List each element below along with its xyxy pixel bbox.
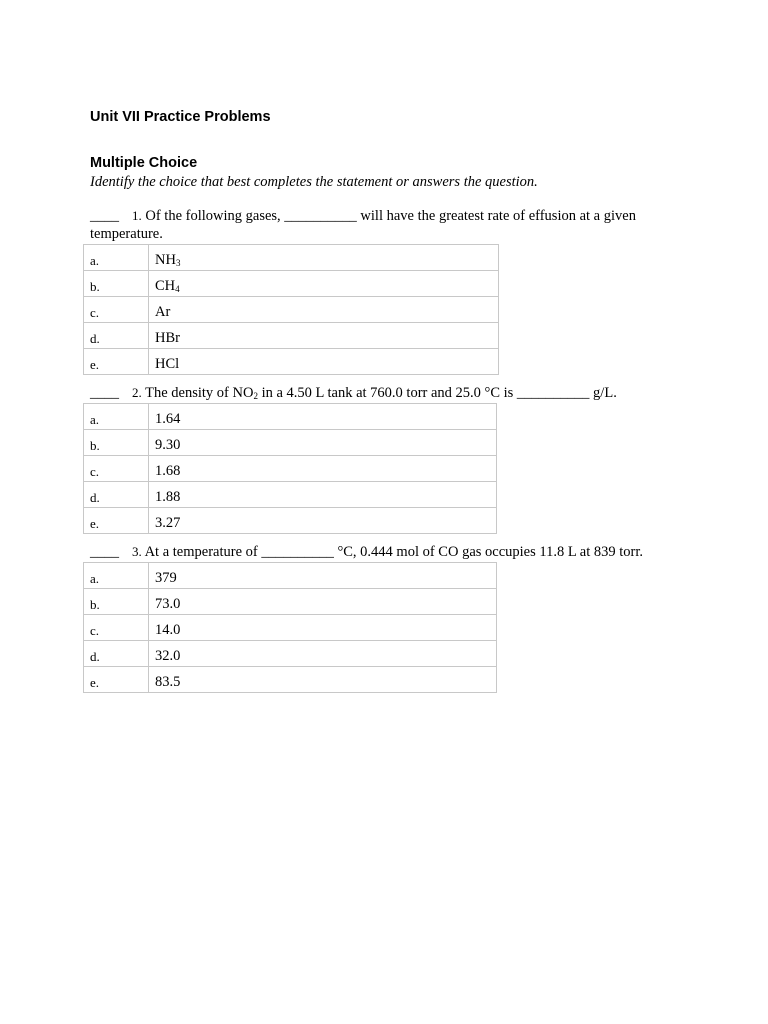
choice-value: 14.0	[149, 615, 497, 641]
question-number: 1.	[132, 208, 142, 223]
choice-value: 379	[149, 563, 497, 589]
question-number: 3.	[132, 544, 142, 559]
choice-value: 73.0	[149, 589, 497, 615]
choice-letter: c.	[84, 297, 149, 323]
choice-row	[84, 615, 497, 641]
choice-row	[84, 349, 499, 375]
question-text: At a temperature of __________ °C, 0.444 mol of CO gas occupies 11.8 L at 839 torr.	[144, 544, 644, 560]
choice-value: HBr	[149, 323, 499, 349]
choice-row	[84, 271, 499, 297]
choice-value: $NH_3$	[149, 245, 499, 271]
choice-value: $CH_4$	[149, 271, 499, 297]
choice-letter: c.	[84, 456, 149, 482]
question-3	[90, 543, 710, 561]
choice-letter: b.	[84, 430, 149, 456]
choice-row	[84, 430, 497, 456]
choice-letter: a.	[84, 563, 149, 589]
choice-row	[84, 563, 497, 589]
choice-table-2	[83, 403, 497, 534]
instructions-text: Identify the choice that best completes the statement or answers the question.	[90, 174, 538, 190]
choice-letter: d.	[84, 641, 149, 667]
question-number: 2.	[132, 385, 142, 400]
answer-blank: ____	[90, 544, 119, 560]
choice-value: 1.68	[149, 456, 497, 482]
question-text: The density of $NO_2$ in a 4.50 L tank at 760.0 torr and 25.0 °C is __________ g/L.	[145, 385, 617, 401]
choice-letter: a.	[84, 245, 149, 271]
choice-row	[84, 641, 497, 667]
question-2	[90, 384, 710, 402]
choice-row	[84, 456, 497, 482]
choice-value: 1.64	[149, 404, 497, 430]
choice-value: 83.5	[149, 667, 497, 693]
choice-letter: e.	[84, 349, 149, 375]
section-heading: Multiple Choice	[90, 155, 198, 171]
question-1	[90, 207, 680, 243]
choice-letter: b.	[84, 589, 149, 615]
choice-row	[84, 323, 499, 349]
choice-letter: a.	[84, 404, 149, 430]
choice-row	[84, 482, 497, 508]
choice-value: 32.0	[149, 641, 497, 667]
choice-value: 9.30	[149, 430, 497, 456]
document-title: Unit VII Practice Problems	[90, 109, 271, 125]
choice-letter: e.	[84, 667, 149, 693]
choice-row	[84, 297, 499, 323]
answer-blank: ____	[90, 208, 119, 224]
choice-table-3	[83, 562, 497, 693]
answer-blank: ____	[90, 385, 119, 401]
choice-letter: b.	[84, 271, 149, 297]
choice-table-1	[83, 244, 499, 375]
choice-letter: d.	[84, 482, 149, 508]
choice-row	[84, 245, 499, 271]
choice-row	[84, 667, 497, 693]
choice-row	[84, 508, 497, 534]
choice-row	[84, 589, 497, 615]
choice-letter: c.	[84, 615, 149, 641]
choice-letter: e.	[84, 508, 149, 534]
choice-value: 1.88	[149, 482, 497, 508]
choice-value: 3.27	[149, 508, 497, 534]
choice-value: Ar	[149, 297, 499, 323]
choice-row	[84, 404, 497, 430]
choice-letter: d.	[84, 323, 149, 349]
question-text: Of the following gases, __________ will have the greatest rate of effusion at a given temperature.	[90, 208, 636, 242]
choice-value: HCl	[149, 349, 499, 375]
